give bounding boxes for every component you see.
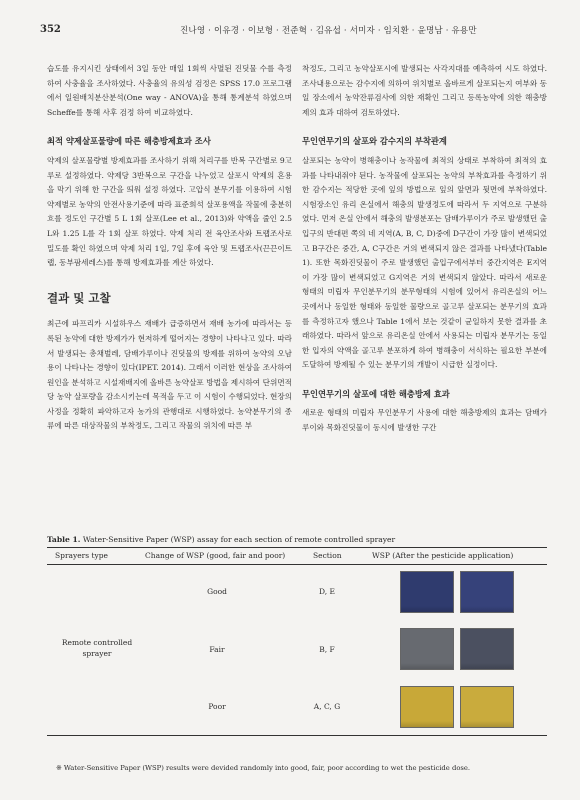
page-header [40,24,540,40]
paragraph: 살포되는 농약이 병해충이나 농작물에 최적의 상태로 부착하여 최적의 효과를 나타내줘야 된다. 농작물에 살포되는 농약의 부착효과를 측정하기 위한 감수지는 적당한 곳에 잎의 방법으로 잎의 앞면과 뒷면에 부착하였다. 시험장소인 유리 온실에서 해충의 발생정도에 따라서 두 지역으로 구분하였다. 먼저 온실 안에서 해충의 발생분포는 담배가루이가 주로 발생했던 출입구의 반대편 쪽의 네 지역(A, B, C, D)중에 D구간이 가장 많이 변색되었고 B구간은 중간, A, C구간은 거의 변색되지 않은 결과를 나타냈다(Table 1). 또한 목화진딧물이 주로 발생했던 출입구에서부터 중간지역은 E지역이 가장 많이 변색되었고 G지역은 거의 변색되지 않았다. 따라서 새로운 형태의 미립자 무인분무기의 분무형태의 시험에 있어서 유리온실의 어느 곳에서나 동일한 형태와 동일한 물량으로 골고루 살포되는 분무기의 효과를 측정하고자 했으나 Table 1에서 보는 것같이 균일하지 못한 결과를 초래하였다. 따라서 앞으로 유리온실 안에서 사용되는 미립자 분무기는 동일한 입자의 약액을 골고루 분포하게 하여 병해충이 서식하는 필요한 부분에 도달하여 방제될 수 있는 분무기의 개발이 시급한 실정이다. [302,155,547,370]
section-fair: B, F [319,645,335,654]
section-poor: A, C, G [313,702,341,711]
table-bottom-rule [47,735,547,736]
table-top-rule [47,547,547,548]
sprayer-type-cell: Remote controlled sprayer [61,638,133,658]
wsp-swatch [400,686,454,728]
change-poor: Poor [208,702,226,711]
wsp-swatch [400,571,454,613]
wsp-swatch [400,628,454,670]
header-section: Section [313,551,342,560]
paragraph: 습도를 유지시킨 상태에서 3일 동안 매일 1회씩 사멸된 진딧물 수를 측정하여 사충율을 조사하였다. 사충율의 유의성 검정은 SPSS 17.0 프로그램에서 일원배치분산분석(One way - ANOVA)을 통해 통계분석 하였으며 Scheffe를 통해 사후 검정 하여 비교하였다. [47,64,292,117]
wsp-swatch [460,571,514,613]
section-heading: 최적 약제살포물량에 따른 해충방제효과 조사 [47,136,211,147]
table-footnote: ※ Water-Sensitive Paper (WSP) results were devided randomly into good, fair, poor according to wet the pesticide dose. [56,764,471,772]
header-wsp-image: WSP (After the pesticide application) [372,551,514,560]
section-heading: 무인연무기의 살포와 감수지의 부착관계 [302,136,447,147]
page-number: 352 [40,24,61,35]
paragraph: 최근에 파프리카 시설하우스 재배가 급증하면서 재배 농가에 따라서는 등록된 농약에 대한 방제가가 현저하게 떨어지는 경향이 나타나고 있다. 따라서 발생되는 총채벌레, 담배가루이나 진딧물의 방제를 위하여 농약의 오남용이 나타나는 경향이 있다(IPET. 2014). 그래서 이러한 현상을 조사하여 원인을 분석하고 시설재배지에 올바른 농약살포 방법을 제시하여 단위면적당 농약 살포량을 감소시키는데 목적을 두고 이 시험이 수행되었다. 현장의 사정을 정확히 파악하고자 농가의 관행대로 시행하였다. 농약분무기의 종류에 따른 대상작물의 부착정도, 그리고 작물의 위치에 따른 부 [47,319,292,431]
table-caption [47,535,547,544]
table-caption-text: Water-Sensitive Paper (WSP) assay for each section of remote controlled sprayer [80,535,396,544]
paragraph: 새로운 형태의 미립자 무인분무기 사용에 대한 해충방제의 효과는 담배가루이와 목화진딧물이 동시에 발생한 구간 [302,408,547,433]
author-list: 진나영 · 이유경 · 이보형 · 전준혁 · 김유섭 · 서미자 · 임치환 · 윤명남 · 유용만 [180,26,477,36]
right-column [302,62,547,436]
section-heading: 무인연무기의 살포에 대한 해충방제 효과 [302,388,450,399]
left-column [47,62,292,434]
results-heading: 결과 및 고찰 [47,290,111,305]
wsp-swatch [460,686,514,728]
header-sprayers-type: Sprayers type [55,551,108,560]
paragraph: 착정도, 그리고 농약살포시에 발생되는 사각지대를 예측하여 시도 하였다. 조사내용으로는 감수지에 의하여 위치별로 올바르게 살포되는지 여부와 동일 장소에서 농약잔류검사에 의한 재확인 그리고 등록농약에 의한 해충방제의 효과 대하여 검토하였다. [302,64,547,117]
section-good: D, E [319,587,335,596]
header-change-wsp: Change of WSP (good, fair and poor) [145,551,286,560]
table-label: Table 1. [47,535,81,544]
change-good: Good [207,587,227,596]
table-header-rule [47,564,547,565]
wsp-swatch [460,628,514,670]
paragraph: 약제의 살포물량별 방제효과를 조사하기 위해 처리구를 반복 구간별로 9고루로 설정하였다. 약제당 3반복으로 구간을 나누었고 살포시 약제의 혼용을 막기 위해 한 구간을 띄워 설정 하였다. 고압식 분무기를 이용하여 시험약제별로 농약의 안전사용기준에 따라 표준희석 살포용액을 작물에 충분히 흐를 정도인 구간별 5 L 1회 살포(Lee et al., 2013)와 약액을 줄인 2.5 L와 1.25 L를 각 1회 살포 하였다. 약제 처리 전 육안조사와 트랩조사로 밀도를 확인 하였으며 약제 처리 1일, 7일 후에 육안 및 트랩조사(끈끈이트랩, 동부팜세레스)를 통해 방제효과를 계산 하였다. [47,155,292,268]
change-fair: Fair [209,645,225,654]
